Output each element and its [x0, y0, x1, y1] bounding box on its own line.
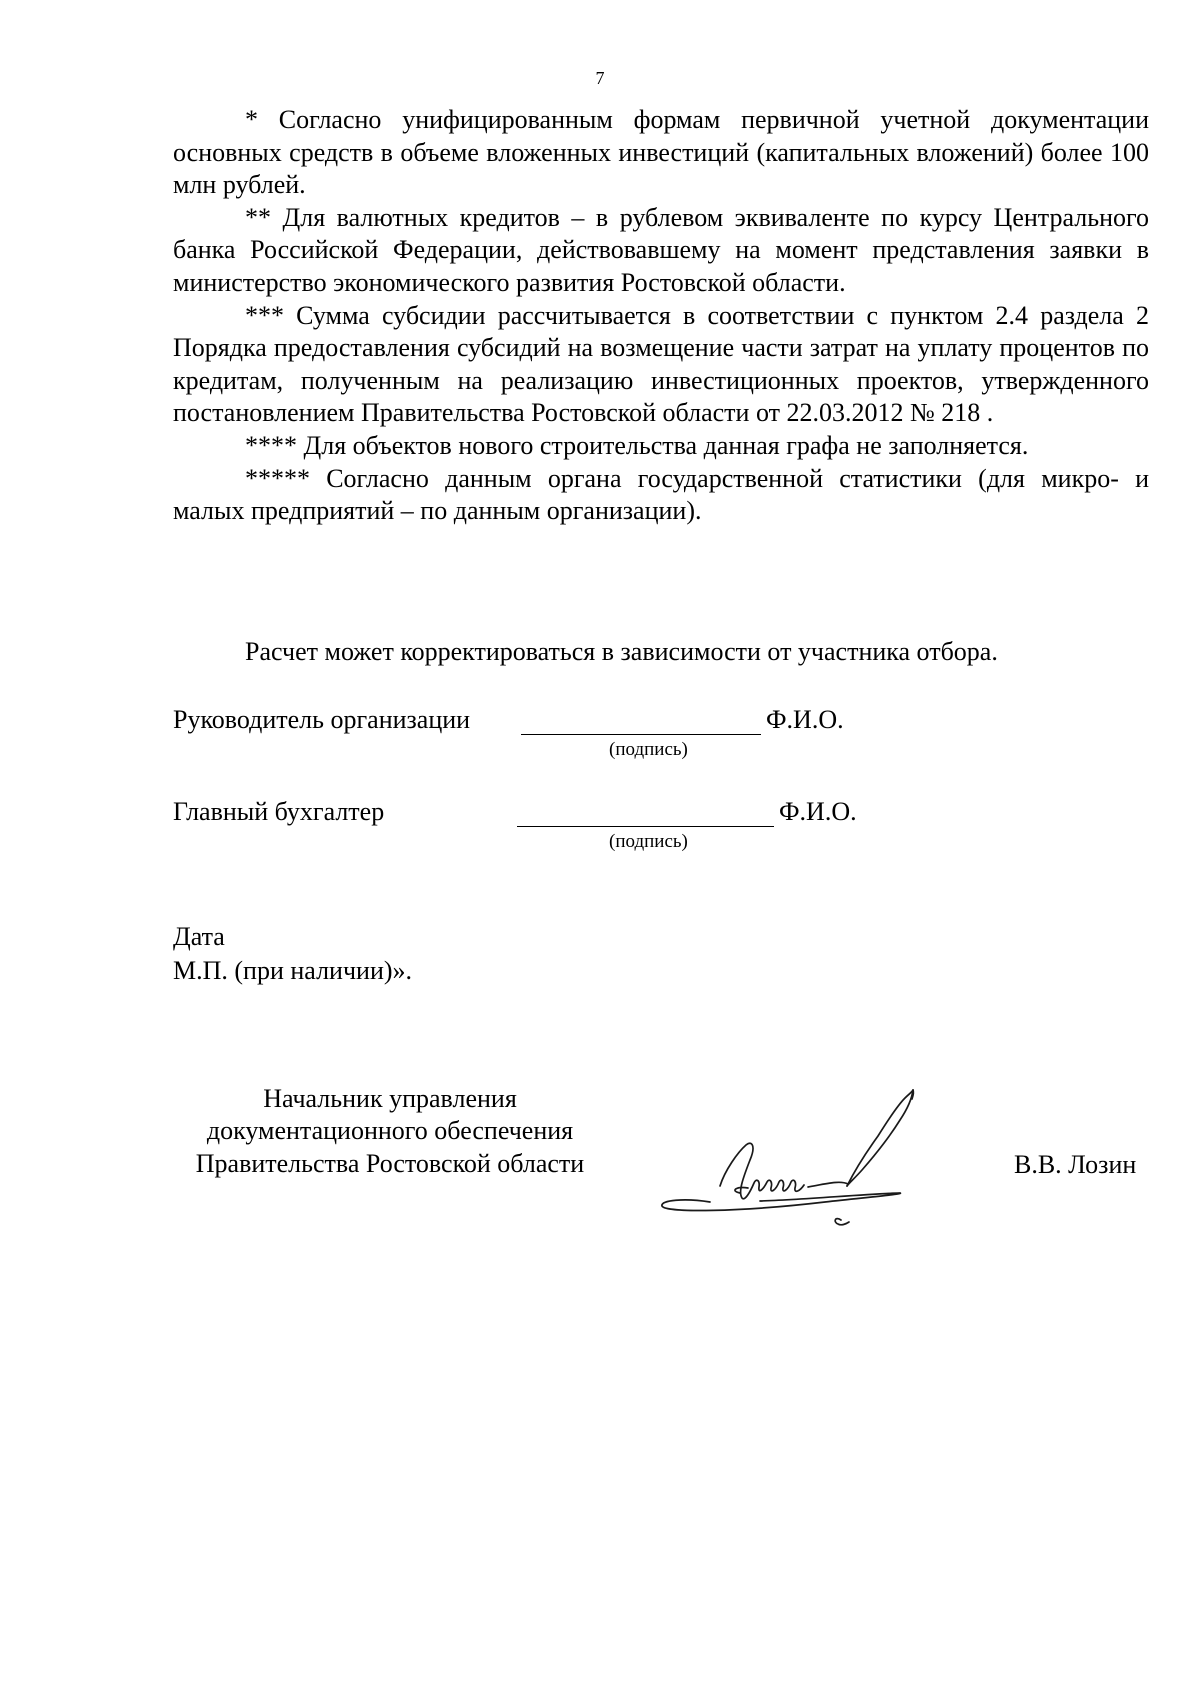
- official-name: В.В. Лозин: [1014, 1150, 1137, 1179]
- official-title: [170, 1083, 610, 1180]
- footnote-4: **** Для объектов нового строительства данная графа не заполняется.: [245, 430, 1029, 460]
- head-signature-role: Руководитель организации: [173, 705, 471, 734]
- official-title-line-1: Начальник управления: [263, 1084, 517, 1113]
- page-number: 7: [595, 68, 605, 88]
- head-signature-caption: (подпись): [609, 739, 688, 760]
- footnote-1: * Согласно унифицированным формам первичной учетной документации основных средств в объеме вложенных инвестиций (капитальных вложений) более 100 млн рублей.: [173, 105, 1149, 200]
- accountant-signature-role: Главный бухгалтер: [173, 797, 385, 826]
- footnotes: [173, 104, 1149, 528]
- accountant-signature-line: [517, 826, 774, 827]
- calculation-note: Расчет может корректироваться в зависимости от участника отбора.: [245, 637, 998, 666]
- official-title-line-2: документационного обеспечения: [206, 1116, 574, 1146]
- stamp-label: М.П. (при наличии)».: [173, 956, 413, 985]
- accountant-signature-name: Ф.И.О.: [779, 797, 857, 826]
- head-signature-name: Ф.И.О.: [766, 705, 844, 734]
- official-title-line-3: Правительства Ростовской области: [195, 1148, 585, 1178]
- footnote-3: *** Сумма субсидии рассчитывается в соответствии с пунктом 2.4 раздела 2 Порядка предоставления субсидий на возмещение части затрат на уплату процентов по кредитам, полученным на реализацию инвестиционных проектов, утвержденного постановлением Правительства Ростовской области от 22.03.2012 № 218 .: [173, 300, 1149, 428]
- date-label: Дата: [173, 922, 225, 951]
- handwritten-signature: [650, 1070, 990, 1230]
- head-signature-line: [521, 734, 761, 735]
- footnote-5: ***** Согласно данным органа государственной статистики (для микро- и малых предприятий – по данным организации).: [173, 463, 1149, 526]
- accountant-signature-caption: (подпись): [609, 831, 688, 852]
- footnote-2: ** Для валютных кредитов – в рублевом эквиваленте по курсу Центрального банка Российской Федерации, действовавшему на момент представления заявки в министерство экономического развития Ростовской области.: [173, 202, 1149, 297]
